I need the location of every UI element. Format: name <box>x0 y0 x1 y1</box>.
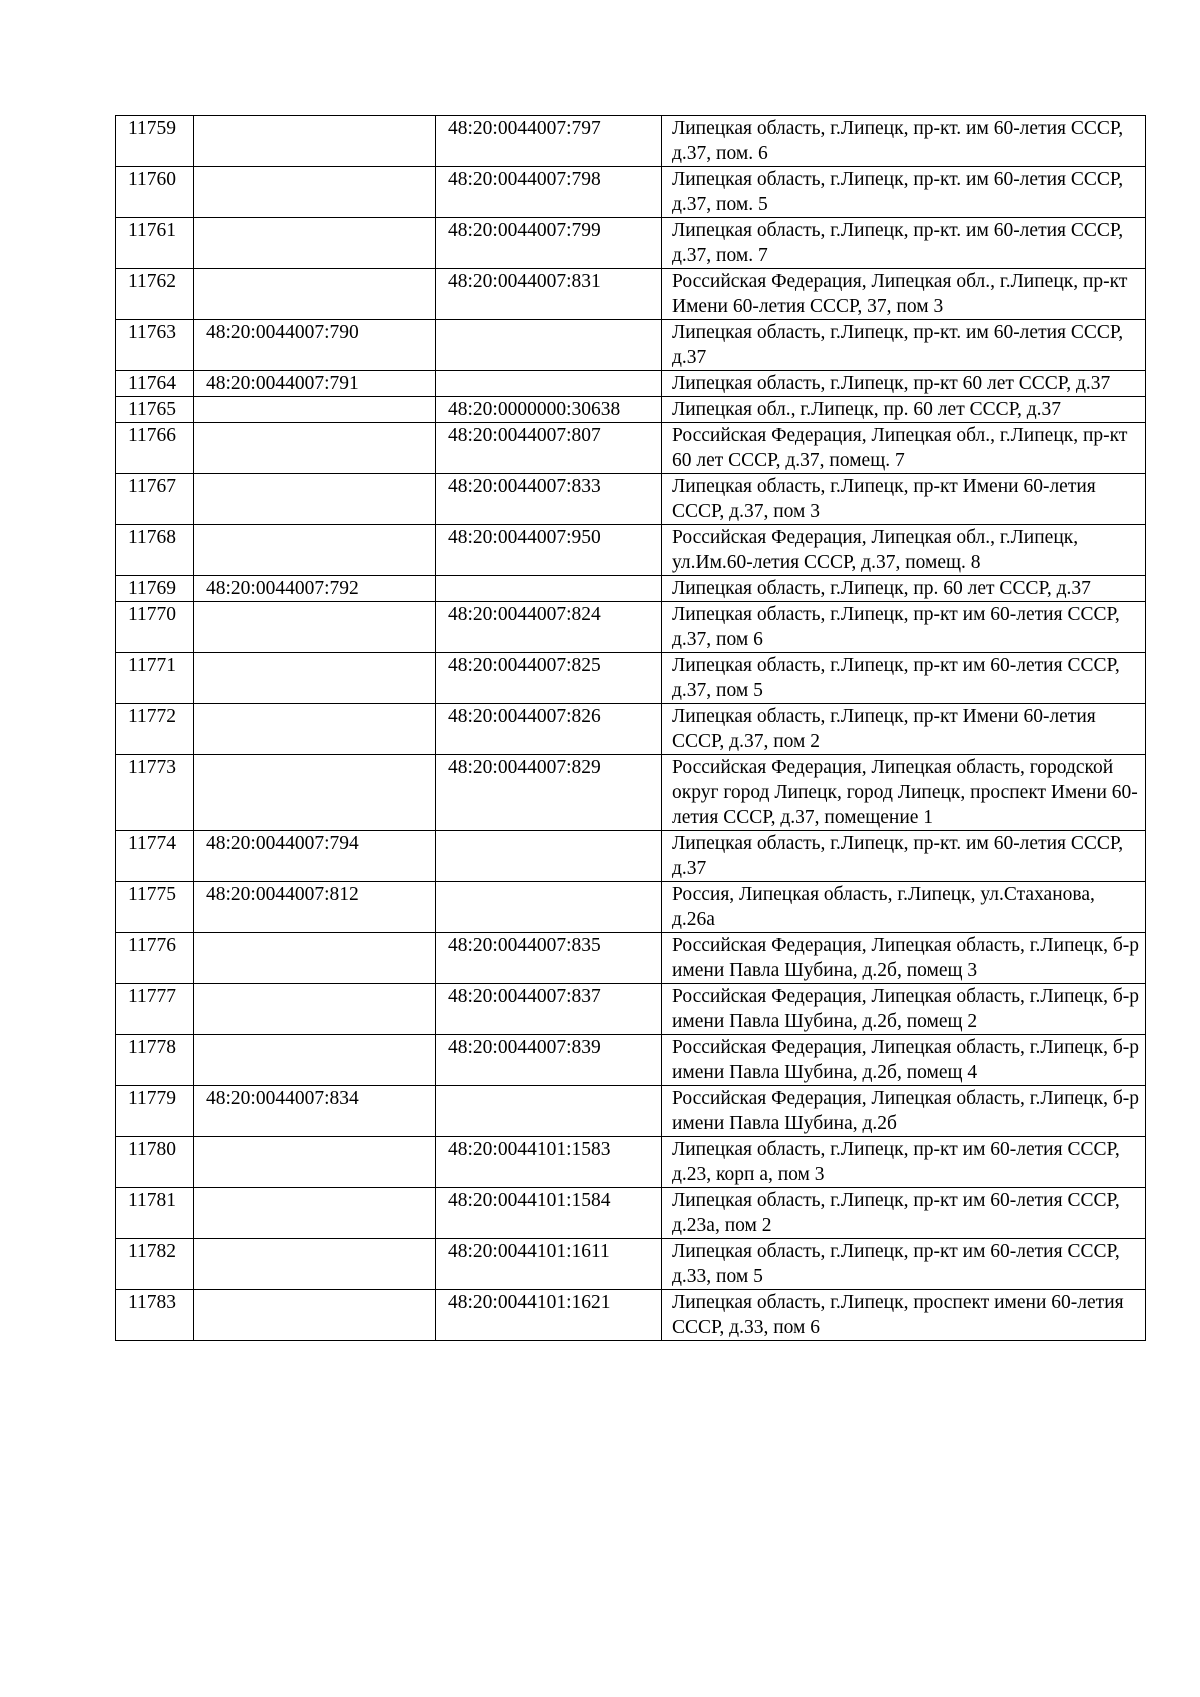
table-row <box>116 984 1146 1035</box>
row-number-cell: 11762 <box>116 269 194 320</box>
table-row <box>116 1137 1146 1188</box>
table-row <box>116 602 1146 653</box>
property-cadastral-number-cell: 48:20:0044007:839 <box>436 1035 662 1086</box>
property-cadastral-number-cell <box>436 831 662 882</box>
row-number-cell: 11783 <box>116 1290 194 1341</box>
row-number-cell: 11776 <box>116 933 194 984</box>
table-row <box>116 653 1146 704</box>
address-cell: Россия, Липецкая область, г.Липецк, ул.Стаханова, д.26а <box>662 882 1146 933</box>
row-number-cell: 11778 <box>116 1035 194 1086</box>
table-row <box>116 1035 1146 1086</box>
land-plot-cadastral-number-cell <box>194 933 436 984</box>
address-cell: Липецкая область, г.Липецк, пр-кт Имени 60-летия СССР, д.37, пом 2 <box>662 704 1146 755</box>
address-cell: Российская Федерация, Липецкая область, г.Липецк, б-р имени Павла Шубина, д.2б, помещ 2 <box>662 984 1146 1035</box>
land-plot-cadastral-number-cell <box>194 116 436 167</box>
table-row <box>116 269 1146 320</box>
address-cell: Липецкая область, г.Липецк, пр-кт 60 лет СССР, д.37 <box>662 371 1146 397</box>
property-cadastral-number-cell: 48:20:0044007:835 <box>436 933 662 984</box>
property-cadastral-number-cell: 48:20:0044007:797 <box>436 116 662 167</box>
land-plot-cadastral-number-cell <box>194 474 436 525</box>
address-cell: Российская Федерация, Липецкая область, городской округ город Липецк, город Липецк, проспект Имени 60-летия СССР, д.37, помещение 1 <box>662 755 1146 831</box>
row-number-cell: 11772 <box>116 704 194 755</box>
property-cadastral-number-cell <box>436 371 662 397</box>
land-plot-cadastral-number-cell <box>194 269 436 320</box>
row-number-cell: 11777 <box>116 984 194 1035</box>
row-number-cell: 11774 <box>116 831 194 882</box>
property-cadastral-number-cell: 48:20:0044101:1611 <box>436 1239 662 1290</box>
property-cadastral-number-cell <box>436 320 662 371</box>
row-number-cell: 11782 <box>116 1239 194 1290</box>
property-cadastral-number-cell: 48:20:0044007:824 <box>436 602 662 653</box>
property-cadastral-number-cell <box>436 1086 662 1137</box>
property-cadastral-number-cell: 48:20:0044007:829 <box>436 755 662 831</box>
table-row <box>116 218 1146 269</box>
table-row <box>116 755 1146 831</box>
property-cadastral-number-cell: 48:20:0044007:831 <box>436 269 662 320</box>
address-cell: Липецкая область, г.Липецк, пр-кт. им 60-летия СССР, д.37, пом. 7 <box>662 218 1146 269</box>
table-row <box>116 474 1146 525</box>
property-cadastral-number-cell: 48:20:0044007:950 <box>436 525 662 576</box>
table-row <box>116 933 1146 984</box>
land-plot-cadastral-number-cell <box>194 1239 436 1290</box>
address-cell: Липецкая область, г.Липецк, пр-кт. им 60-летия СССР, д.37 <box>662 831 1146 882</box>
table-row <box>116 576 1146 602</box>
land-plot-cadastral-number-cell: 48:20:0044007:794 <box>194 831 436 882</box>
land-plot-cadastral-number-cell <box>194 704 436 755</box>
table-row <box>116 1188 1146 1239</box>
address-cell: Липецкая область, г.Липецк, пр-кт им 60-летия СССР, д.33, пом 5 <box>662 1239 1146 1290</box>
table-row <box>116 704 1146 755</box>
land-plot-cadastral-number-cell <box>194 1137 436 1188</box>
table-row <box>116 423 1146 474</box>
table-row <box>116 167 1146 218</box>
table-row <box>116 320 1146 371</box>
land-plot-cadastral-number-cell: 48:20:0044007:812 <box>194 882 436 933</box>
address-cell: Российская Федерация, Липецкая обл., г.Липецк, пр-кт Имени 60-летия СССР, 37, пом 3 <box>662 269 1146 320</box>
address-cell: Российская Федерация, Липецкая область, г.Липецк, б-р имени Павла Шубина, д.2б <box>662 1086 1146 1137</box>
table-row <box>116 397 1146 423</box>
land-plot-cadastral-number-cell <box>194 167 436 218</box>
table-row <box>116 882 1146 933</box>
address-cell: Липецкая область, г.Липецк, пр-кт. им 60-летия СССР, д.37 <box>662 320 1146 371</box>
address-cell: Липецкая область, г.Липецк, пр-кт им 60-летия СССР, д.23, корп а, пом 3 <box>662 1137 1146 1188</box>
land-plot-cadastral-number-cell <box>194 653 436 704</box>
property-cadastral-number-cell: 48:20:0044007:826 <box>436 704 662 755</box>
land-plot-cadastral-number-cell: 48:20:0044007:834 <box>194 1086 436 1137</box>
land-plot-cadastral-number-cell: 48:20:0044007:791 <box>194 371 436 397</box>
row-number-cell: 11771 <box>116 653 194 704</box>
row-number-cell: 11760 <box>116 167 194 218</box>
property-cadastral-number-cell <box>436 576 662 602</box>
land-plot-cadastral-number-cell <box>194 1035 436 1086</box>
address-cell: Липецкая область, г.Липецк, пр-кт Имени 60-летия СССР, д.37, пом 3 <box>662 474 1146 525</box>
row-number-cell: 11765 <box>116 397 194 423</box>
address-cell: Липецкая область, г.Липецк, пр-кт им 60-летия СССР, д.37, пом 5 <box>662 653 1146 704</box>
property-cadastral-number-cell: 48:20:0044007:837 <box>436 984 662 1035</box>
address-cell: Липецкая область, г.Липецк, проспект имени 60-летия СССР, д.33, пом 6 <box>662 1290 1146 1341</box>
property-cadastral-number-cell: 48:20:0044101:1584 <box>436 1188 662 1239</box>
row-number-cell: 11761 <box>116 218 194 269</box>
address-cell: Липецкая область, г.Липецк, пр-кт. им 60-летия СССР, д.37, пом. 5 <box>662 167 1146 218</box>
row-number-cell: 11773 <box>116 755 194 831</box>
land-plot-cadastral-number-cell <box>194 525 436 576</box>
land-plot-cadastral-number-cell <box>194 602 436 653</box>
table-row <box>116 1086 1146 1137</box>
address-cell: Липецкая обл., г.Липецк, пр. 60 лет СССР, д.37 <box>662 397 1146 423</box>
row-number-cell: 11775 <box>116 882 194 933</box>
row-number-cell: 11764 <box>116 371 194 397</box>
land-plot-cadastral-number-cell <box>194 397 436 423</box>
property-cadastral-number-cell: 48:20:0044101:1583 <box>436 1137 662 1188</box>
property-cadastral-number-cell: 48:20:0044007:798 <box>436 167 662 218</box>
land-plot-cadastral-number-cell <box>194 1290 436 1341</box>
row-number-cell: 11759 <box>116 116 194 167</box>
land-plot-cadastral-number-cell <box>194 984 436 1035</box>
row-number-cell: 11769 <box>116 576 194 602</box>
address-cell: Российская Федерация, Липецкая область, г.Липецк, б-р имени Павла Шубина, д.2б, помещ 4 <box>662 1035 1146 1086</box>
row-number-cell: 11770 <box>116 602 194 653</box>
row-number-cell: 11763 <box>116 320 194 371</box>
row-number-cell: 11768 <box>116 525 194 576</box>
address-cell: Российская Федерация, Липецкая обл., г.Липецк, ул.Им.60-летия СССР, д.37, помещ. 8 <box>662 525 1146 576</box>
property-cadastral-number-cell: 48:20:0000000:30638 <box>436 397 662 423</box>
row-number-cell: 11780 <box>116 1137 194 1188</box>
property-cadastral-number-cell: 48:20:0044007:807 <box>436 423 662 474</box>
row-number-cell: 11766 <box>116 423 194 474</box>
address-cell: Липецкая область, г.Липецк, пр. 60 лет СССР, д.37 <box>662 576 1146 602</box>
cadastral-registry-table <box>115 115 1146 1341</box>
address-cell: Российская Федерация, Липецкая обл., г.Липецк, пр-кт 60 лет СССР, д.37, помещ. 7 <box>662 423 1146 474</box>
land-plot-cadastral-number-cell: 48:20:0044007:792 <box>194 576 436 602</box>
property-cadastral-number-cell <box>436 882 662 933</box>
address-cell: Липецкая область, г.Липецк, пр-кт им 60-летия СССР, д.23а, пом 2 <box>662 1188 1146 1239</box>
table-row <box>116 116 1146 167</box>
address-cell: Липецкая область, г.Липецк, пр-кт им 60-летия СССР, д.37, пом 6 <box>662 602 1146 653</box>
land-plot-cadastral-number-cell <box>194 423 436 474</box>
land-plot-cadastral-number-cell <box>194 218 436 269</box>
land-plot-cadastral-number-cell <box>194 1188 436 1239</box>
table-row <box>116 1239 1146 1290</box>
property-cadastral-number-cell: 48:20:0044007:799 <box>436 218 662 269</box>
row-number-cell: 11781 <box>116 1188 194 1239</box>
document-page <box>115 115 1145 1341</box>
table-row <box>116 1290 1146 1341</box>
land-plot-cadastral-number-cell <box>194 755 436 831</box>
land-plot-cadastral-number-cell: 48:20:0044007:790 <box>194 320 436 371</box>
property-cadastral-number-cell: 48:20:0044101:1621 <box>436 1290 662 1341</box>
property-cadastral-number-cell: 48:20:0044007:833 <box>436 474 662 525</box>
row-number-cell: 11767 <box>116 474 194 525</box>
property-cadastral-number-cell: 48:20:0044007:825 <box>436 653 662 704</box>
row-number-cell: 11779 <box>116 1086 194 1137</box>
table-row <box>116 371 1146 397</box>
registry-table-body <box>116 116 1146 1341</box>
address-cell: Липецкая область, г.Липецк, пр-кт. им 60-летия СССР, д.37, пом. 6 <box>662 116 1146 167</box>
table-row <box>116 831 1146 882</box>
table-row <box>116 525 1146 576</box>
address-cell: Российская Федерация, Липецкая область, г.Липецк, б-р имени Павла Шубина, д.2б, помещ 3 <box>662 933 1146 984</box>
